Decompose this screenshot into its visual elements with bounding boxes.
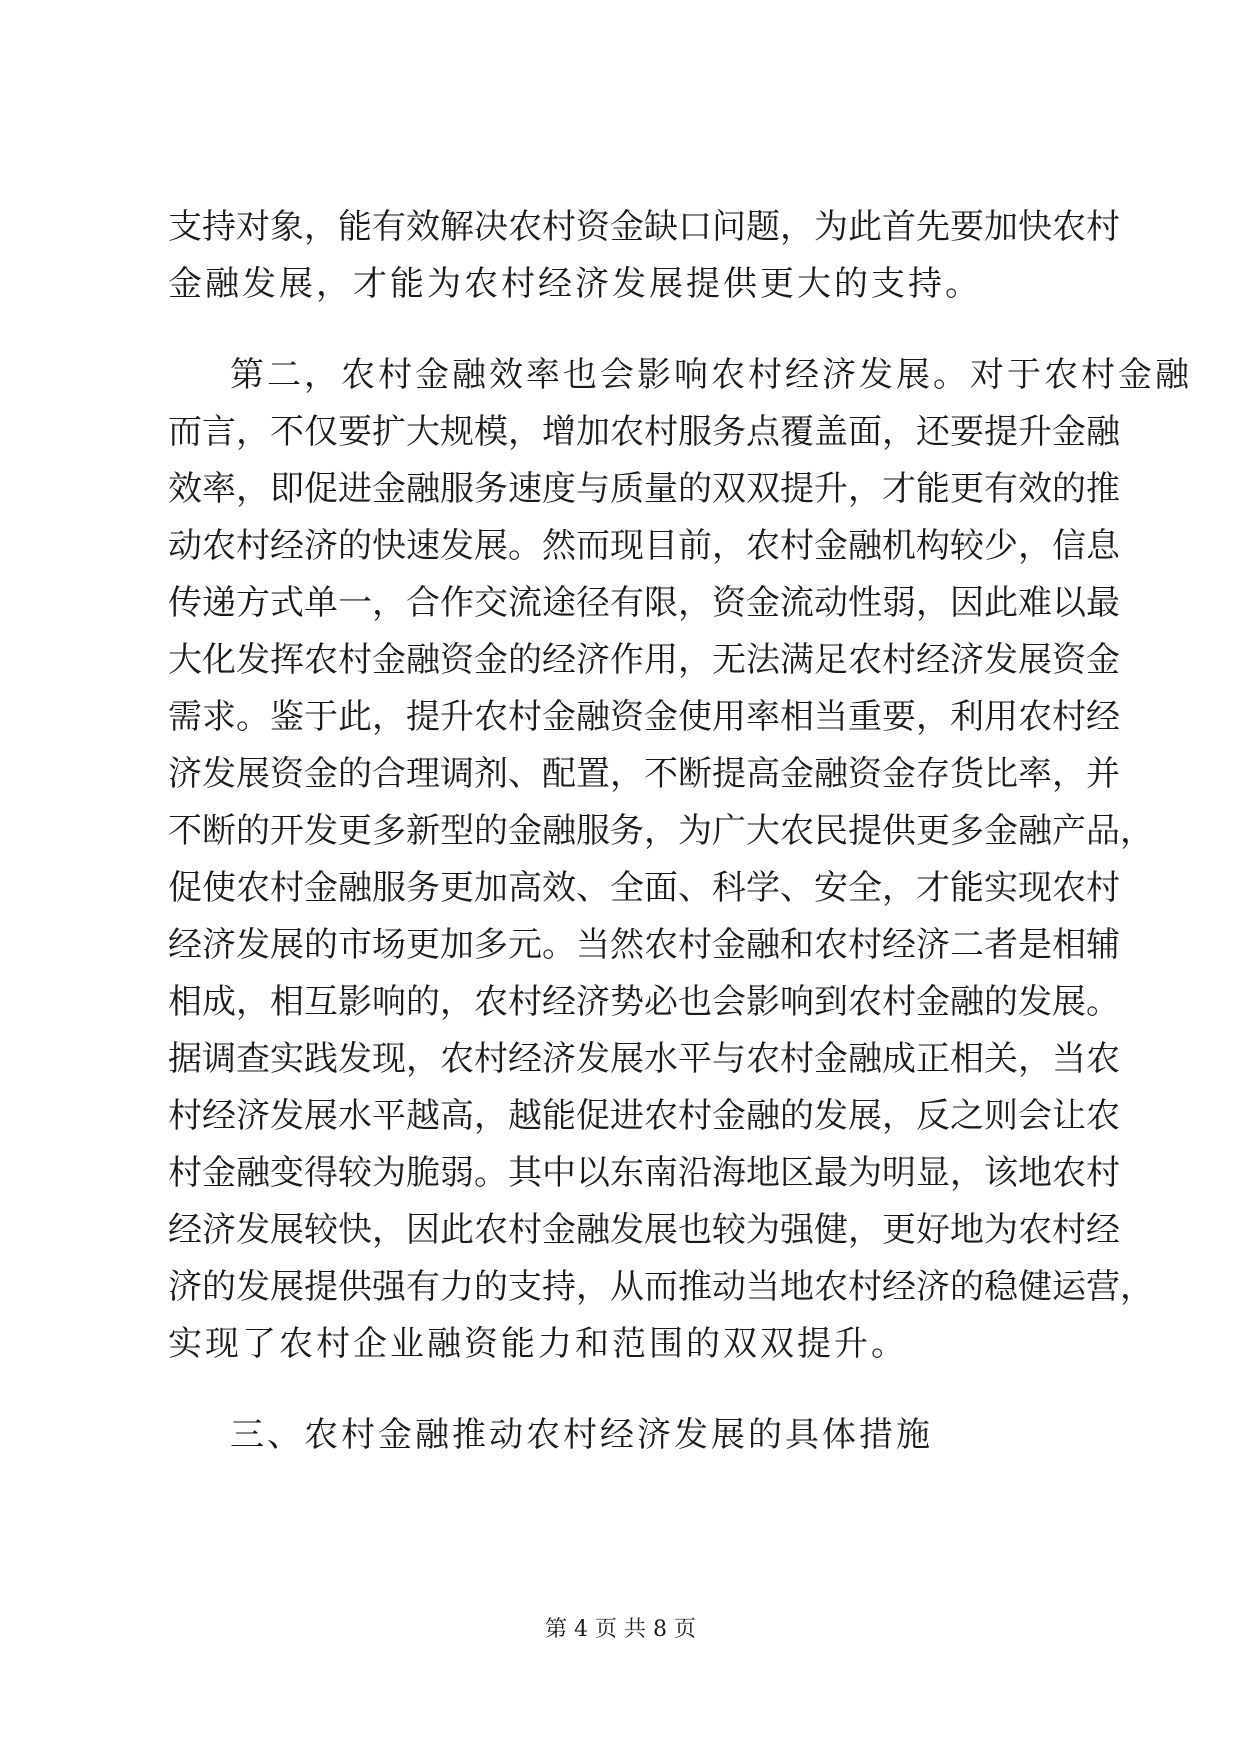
text-line: 相成，相互影响的，农村经济势必也会影响到农村金融的发展。	[168, 982, 1120, 1022]
section-heading: 三、农村金融推动农村经济发展的具体措施	[230, 1415, 933, 1455]
text-line: 实现了农村企业融资能力和范围的双双提升。	[168, 1324, 908, 1364]
text-line: 济发展资金的合理调剂、配置，不断提高金融资金存货比率，并	[168, 754, 1120, 794]
text-line: 促使农村金融服务更加高效、全面、科学、安全，才能实现农村	[168, 868, 1120, 908]
text-line: 大化发挥农村金融资金的经济作用，无法满足农村经济发展资金	[168, 640, 1120, 680]
text-line: 不断的开发更多新型的金融服务，为广大农民提供更多金融产品，	[168, 811, 1154, 851]
text-line: 村金融变得较为脆弱。其中以东南沿海地区最为明显，该地农村	[168, 1153, 1120, 1193]
text-line: 需求。鉴于此，提升农村金融资金使用率相当重要，利用农村经	[168, 697, 1120, 737]
text-line: 支持对象，能有效解决农村资金缺口问题，为此首先要加快农村	[168, 207, 1120, 247]
text-line: 而言，不仅要扩大规模，增加农村服务点覆盖面，还要提升金融	[168, 412, 1120, 452]
page-number-footer: 第 4 页 共 8 页	[545, 1617, 696, 1642]
text-line: 村经济发展水平越高，越能促进农村金融的发展，反之则会让农	[168, 1096, 1120, 1136]
text-line: 效率，即促进金融服务速度与质量的双双提升，才能更有效的推	[168, 469, 1120, 509]
text-line: 据调查实践发现，农村经济发展水平与农村金融成正相关，当农	[168, 1039, 1120, 1079]
paragraph-first-line: 第二，农村金融效率也会影响农村经济发展。对于农村金融	[230, 355, 1192, 395]
text-line: 经济发展的市场更加多元。当然农村金融和农村经济二者是相辅	[168, 925, 1120, 965]
text-line: 传递方式单一，合作交流途径有限，资金流动性弱，因此难以最	[168, 583, 1120, 623]
text-line: 经济发展较快，因此农村金融发展也较为强健，更好地为农村经	[168, 1210, 1120, 1250]
text-line: 金融发展，才能为农村经济发展提供更大的支持。	[168, 264, 982, 304]
text-line: 济的发展提供强有力的支持，从而推动当地农村经济的稳健运营，	[168, 1267, 1154, 1307]
text-line: 动农村经济的快速发展。然而现目前，农村金融机构较少，信息	[168, 526, 1120, 566]
